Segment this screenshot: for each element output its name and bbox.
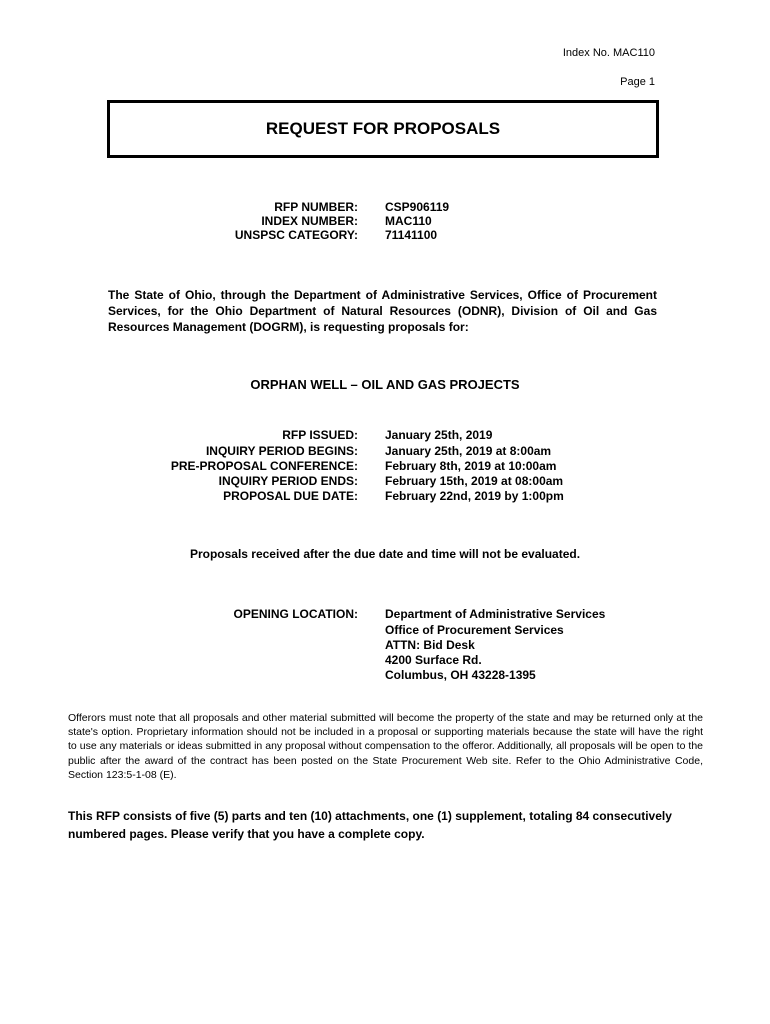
- property-notice-paragraph: Offerors must note that all proposals and other material submitted will become the property of the state and may be returned only at the state's option. Proprietary information should not be included in a proposal or supporting materials because the state will have the right to use any materials or ideas submitted in any proposal without compensation to the offeror. Additionally, all proposals will be open to the public after the award of the contract has been posted on the State Procurement Web site. Refer to the Ohio Administrative Code, Section 123:5-1-08 (E).: [68, 712, 703, 781]
- intro-paragraph: The State of Ohio, through the Department of Administrative Services, Office of Procurement Services, for the Ohio Department of Natural Resources (ODNR), Division of Oil and Gas Resources Management (DOGRM), is requesting proposals for:: [108, 288, 657, 334]
- schedule-row-rfp-issued: [0, 427, 770, 443]
- schedule-value: February 22nd, 2019 by 1:00pm: [385, 489, 564, 503]
- address-line: 4200 Surface Rd.: [385, 653, 482, 667]
- schedule-row-pre-proposal-conference: [0, 458, 770, 474]
- schedule-value: January 25th, 2019 at 8:00am: [385, 444, 552, 458]
- schedule-value: February 8th, 2019 at 10:00am: [385, 459, 557, 473]
- schedule-label: PRE-PROPOSAL CONFERENCE:: [170, 459, 358, 473]
- index-number-header: Index No. MAC110: [562, 47, 655, 59]
- schedule-label: INQUIRY PERIOD ENDS:: [218, 474, 358, 488]
- identifier-row-unspsc-category: [0, 227, 770, 243]
- identifier-label: UNSPSC CATEGORY:: [234, 228, 358, 242]
- address-line: ATTN: Bid Desk: [385, 638, 475, 652]
- identifier-value: CSP906119: [385, 200, 450, 214]
- page-count-notice: This RFP consists of five (5) parts and ten (10) attachments, one (1) supplement, totaling 84 consecutively numbered pages. Please verify that you have a complete copy.: [68, 809, 672, 841]
- identifier-label: INDEX NUMBER:: [261, 214, 358, 228]
- schedule-row-proposal-due: [0, 488, 770, 504]
- document-title: REQUEST FOR PROPOSALS: [265, 119, 501, 138]
- opening-location-label: OPENING LOCATION:: [233, 607, 358, 621]
- address-line: Department of Administrative Services: [385, 607, 606, 621]
- schedule-value: January 25th, 2019: [385, 428, 493, 442]
- schedule-label: INQUIRY PERIOD BEGINS:: [205, 444, 358, 458]
- title-box: [107, 100, 659, 158]
- page-number: Page 1: [620, 76, 655, 88]
- project-title: ORPHAN WELL – OIL AND GAS PROJECTS: [250, 377, 520, 392]
- identifier-value: 71141100: [385, 228, 438, 242]
- schedule-label: RFP ISSUED:: [282, 428, 358, 442]
- schedule-row-inquiry-ends: [0, 473, 770, 489]
- schedule-row-inquiry-begins: [0, 443, 770, 459]
- address-line: Columbus, OH 43228-1395: [385, 668, 536, 682]
- late-proposal-warning: Proposals received after the due date and time will not be evaluated.: [189, 547, 581, 561]
- address-line: Office of Procurement Services: [385, 623, 564, 637]
- identifier-value: MAC110: [385, 214, 432, 228]
- identifier-label: RFP NUMBER:: [274, 200, 358, 214]
- schedule-value: February 15th, 2019 at 08:00am: [385, 474, 564, 488]
- schedule-label: PROPOSAL DUE DATE:: [223, 489, 358, 503]
